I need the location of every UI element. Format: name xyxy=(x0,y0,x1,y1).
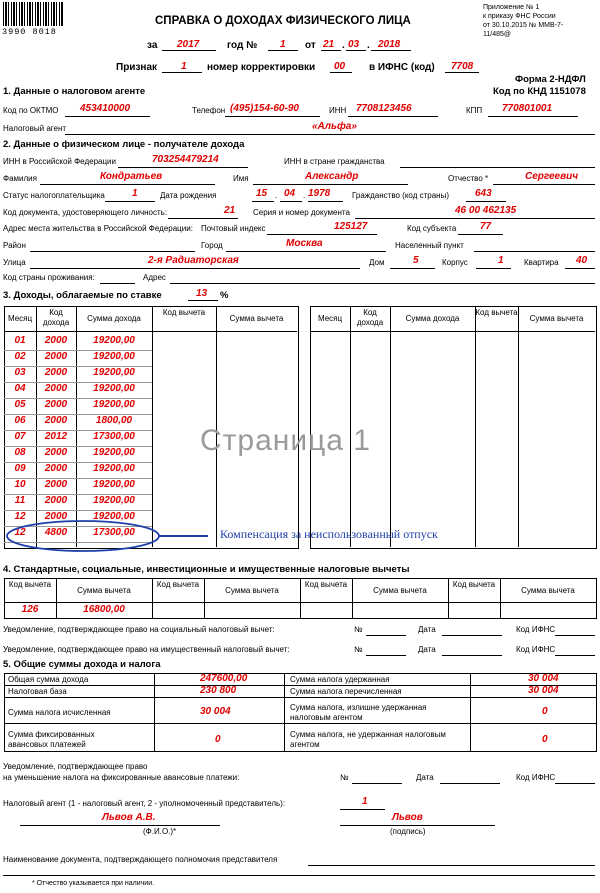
fio-value: Львов А.В. xyxy=(102,812,156,823)
notheld-label: Сумма налога, не удержанная налоговым агентом xyxy=(290,730,446,749)
fixed-notice-line2: на уменьшение налога на фиксированные авансовые платежи: xyxy=(3,773,240,782)
region-code-value: 77 xyxy=(480,221,492,232)
tax-calc-label: Сумма налога исчисленная xyxy=(8,708,111,717)
deductions-col-divider xyxy=(500,578,501,618)
dob-label: Дата рождения xyxy=(160,191,217,200)
form-label: Форма 2-НДФЛ xyxy=(515,74,586,85)
section2-title: 2. Данные о физическом лице - получателе дохода xyxy=(3,139,245,150)
overheld-label: Сумма налога, излишне удержанная налоговым агентом xyxy=(290,703,427,722)
postal-value: 125127 xyxy=(334,221,368,232)
deduction-sum-header: Сумма вычета xyxy=(521,586,575,595)
income-amount-cell: 17300,00 xyxy=(93,431,135,442)
notheld-value: 0 xyxy=(542,734,548,745)
deductions-col-divider xyxy=(204,578,205,618)
address-label2: Адрес xyxy=(143,273,166,282)
section5-title: 5. Общие суммы дохода и налога xyxy=(3,659,161,670)
deduction-code-header: Код вычета xyxy=(304,580,348,589)
section3-title: 3. Доходы, облагаемые по ставке xyxy=(3,290,162,301)
notice-social-ifns: Код ИФНС xyxy=(516,625,556,634)
income-month-cell: 04 xyxy=(14,383,26,394)
tax-calc-value: 30 004 xyxy=(200,706,231,717)
income-amount-cell: 19200,00 xyxy=(93,383,135,394)
rate-value: 13 xyxy=(196,288,208,299)
tax-paid-label: Сумма налога перечисленная xyxy=(290,687,402,696)
deductions-table xyxy=(4,578,596,618)
citizenship-label: Гражданство (код страны) xyxy=(352,191,449,200)
inn-rf-label: ИНН в Российской Федерации xyxy=(3,157,116,166)
date-day: 21 xyxy=(323,39,335,50)
income-month-cell: 06 xyxy=(14,415,26,426)
table-header-0: Месяц xyxy=(317,314,343,323)
income-code-cell: 2000 xyxy=(44,335,68,346)
annotation-line xyxy=(158,535,208,537)
income-amount-cell: 19200,00 xyxy=(93,495,135,506)
street-value: 2-я Радиаторская xyxy=(148,255,239,266)
annotation-text: Компенсация за неиспользованный отпуск xyxy=(220,527,438,541)
rate-unit: % xyxy=(220,290,229,301)
appendix-line3: от 30.10.2015 № ММВ-7- xyxy=(483,22,564,29)
income-code-cell: 2000 xyxy=(44,351,68,362)
deduction-sum-header: Сумма вычета xyxy=(373,586,427,595)
flat-label: Квартира xyxy=(524,258,559,267)
street-label: Улица xyxy=(3,258,26,267)
income-amount-cell: 19200,00 xyxy=(93,511,135,522)
ifns-value: 7708 xyxy=(451,61,474,72)
income-code-cell: 2000 xyxy=(44,479,68,490)
kpp-label: КПП xyxy=(466,106,483,115)
income-code-cell: 2000 xyxy=(44,447,68,458)
district-label: Район xyxy=(3,241,26,250)
phone-value: (495)154-60-90 xyxy=(230,103,299,114)
doc-series-value: 46 00 462135 xyxy=(455,205,517,216)
fixed-label: Сумма фиксированных авансовых платежей xyxy=(8,730,95,749)
appendix-line2: к приказу ФНС России xyxy=(483,13,556,20)
agent-type-label: Налоговый агент (1 - налоговый агент, 2 - уполномоченный представитель): xyxy=(3,799,286,808)
barcode xyxy=(3,2,63,26)
table-col-divider xyxy=(390,306,391,547)
doc-name-label: Наименование документа, подтверждающего полномочия представителя xyxy=(3,855,278,864)
income-amount-cell: 19200,00 xyxy=(93,399,135,410)
year-value: 2017 xyxy=(177,39,200,50)
income-amount-cell: 19200,00 xyxy=(93,367,135,378)
building-label: Корпус xyxy=(442,258,468,267)
fixed-notice-no: № xyxy=(340,773,349,782)
status-label: Статус налогоплательщика xyxy=(3,191,105,200)
notice-social-date: Дата xyxy=(418,625,436,634)
number-value: 1 xyxy=(280,39,286,50)
dob-dot: . xyxy=(275,191,278,200)
income-code-cell: 2000 xyxy=(44,399,68,410)
status-value: 1 xyxy=(132,188,138,199)
deduction-code-header: Код вычета xyxy=(8,580,52,589)
income-amount-cell: 19200,00 xyxy=(93,479,135,490)
income-month-cell: 11 xyxy=(14,495,26,506)
phone-label: Телефон xyxy=(192,106,226,115)
deductions-col-divider xyxy=(352,578,353,618)
oktmo-label: Код по ОКТМО xyxy=(3,106,59,115)
table-header-1: Код дохода xyxy=(42,308,70,327)
income-code-cell: 2000 xyxy=(44,495,68,506)
region-code-label: Код субъекта xyxy=(407,224,457,233)
income-code-cell: 2012 xyxy=(44,431,68,442)
table-header-2: Сумма дохода xyxy=(405,314,460,323)
table-header-4: Сумма вычета xyxy=(529,314,584,323)
fixed-value: 0 xyxy=(215,734,221,745)
doc-code-value: 21 xyxy=(224,205,236,216)
knd-label: Код по КНД 1151078 xyxy=(493,86,586,97)
appendix-line1: Приложение № 1 xyxy=(483,4,540,11)
deduction-sum-value: 16800,00 xyxy=(83,604,125,615)
signature-caption: (подпись) xyxy=(390,827,426,836)
settlement-label: Населенный пункт xyxy=(395,241,464,250)
section1-title: 1. Данные о налоговом агенте xyxy=(3,86,146,97)
house-value: 5 xyxy=(413,255,419,266)
inn-foreign-label: ИНН в стране гражданства xyxy=(284,157,385,166)
sign-value: 1 xyxy=(181,61,187,72)
address-label: Адрес места жительства в Российской Федерации: xyxy=(3,224,193,233)
total-income-value: 247600,00 xyxy=(200,673,248,684)
country-code-label: Код страны проживания: xyxy=(3,273,95,282)
highlight-ellipse xyxy=(3,518,163,554)
income-month-cell: 10 xyxy=(14,479,26,490)
notice-property-no: № xyxy=(354,645,363,654)
income-month-cell: 01 xyxy=(14,335,26,346)
table-col-divider xyxy=(152,306,153,547)
table-header-3: Код вычета xyxy=(162,308,206,317)
surname-value: Кондратьев xyxy=(100,171,163,182)
income-code-cell: 2000 xyxy=(44,415,68,426)
patronymic-label: Отчество * xyxy=(448,174,489,183)
fixed-notice-line1: Уведомление, подтверждающее право xyxy=(3,762,148,771)
kpp-value: 770801001 xyxy=(502,103,553,114)
notice-property-ifns: Код ИФНС xyxy=(516,645,556,654)
surname-label: Фамилия xyxy=(3,174,37,183)
appendix-line4: 11/485@ xyxy=(483,31,511,38)
corr-label: номер корректировки xyxy=(207,62,316,73)
deduction-sum-header: Сумма вычета xyxy=(225,586,279,595)
notice-social: Уведомление, подтверждающее право на социальный налоговый вычет: xyxy=(3,625,275,634)
dob-dot2: . xyxy=(303,191,306,200)
income-code-cell: 2000 xyxy=(44,367,68,378)
income-amount-cell: 17300,00 xyxy=(93,527,135,538)
patronymic-value: Сергеевич xyxy=(525,171,579,182)
section4-title: 4. Стандартные, социальные, инвестиционные и имущественные налоговые вычеты xyxy=(3,564,410,575)
notice-property: Уведомление, подтверждающее право на имущественный налоговый вычет: xyxy=(3,645,290,654)
fixed-notice-date: Дата xyxy=(416,773,434,782)
date-dot2: . xyxy=(367,40,370,51)
signature-value: Львов xyxy=(392,812,423,823)
doc-series-label: Серия и номер документа xyxy=(253,208,350,217)
overheld-value: 0 xyxy=(542,706,548,717)
table-header-divider xyxy=(310,331,595,332)
income-month-cell: 12 xyxy=(14,511,26,522)
dob-year: 1978 xyxy=(308,188,331,199)
deduction-code-header: Код вычета xyxy=(452,580,496,589)
fio-caption: (Ф.И.О.)* xyxy=(143,827,177,836)
tax-withheld-label: Сумма налога удержанная xyxy=(290,675,390,684)
table-header-2: Сумма дохода xyxy=(87,314,141,323)
date-dot: . xyxy=(342,40,345,51)
inn-value: 7708123456 xyxy=(356,103,412,114)
income-code-cell: 2000 xyxy=(44,463,68,474)
name-value: Александр xyxy=(305,171,359,182)
building-value: 1 xyxy=(498,255,504,266)
tax-withheld-value: 30 004 xyxy=(528,673,559,684)
fixed-notice-ifns: Код ИФНС xyxy=(516,773,556,782)
income-month-cell: 08 xyxy=(14,447,26,458)
dob-month: 04 xyxy=(284,188,296,199)
income-code-cell: 2000 xyxy=(44,383,68,394)
income-amount-cell: 19200,00 xyxy=(93,335,135,346)
for-label: за xyxy=(147,40,158,51)
tax-base-value: 230 800 xyxy=(200,685,237,696)
deduction-code-value: 126 xyxy=(21,604,39,615)
postal-label: Почтовый индекс xyxy=(201,224,266,233)
income-code-cell: 2000 xyxy=(44,511,68,522)
from-label: от xyxy=(305,40,316,51)
agent-type-value: 1 xyxy=(362,796,368,807)
income-month-cell: 02 xyxy=(14,351,26,362)
corr-value: 00 xyxy=(334,61,346,72)
deduction-sum-header: Сумма вычета xyxy=(77,586,131,595)
city-value: Москва xyxy=(286,238,323,249)
document-title: СПРАВКА О ДОХОДАХ ФИЗИЧЕСКОГО ЛИЦА xyxy=(155,15,411,27)
tax-base-label: Налоговая база xyxy=(8,687,67,696)
table-header-4: Сумма вычета xyxy=(229,314,284,323)
name-label: Имя xyxy=(233,174,249,183)
sign-label: Признак xyxy=(116,62,158,73)
highlight-ellipse-shape xyxy=(7,521,159,551)
deduction-code-header: Код вычета xyxy=(156,580,200,589)
oktmo-value: 453410000 xyxy=(80,103,131,114)
income-month-cell: 05 xyxy=(14,399,26,410)
income-amount-cell: 19200,00 xyxy=(93,447,135,458)
income-code-cell: 4800 xyxy=(44,527,68,538)
table-col-divider xyxy=(518,306,519,547)
doc-code-label: Код документа, удостоверяющего личность: xyxy=(3,208,168,217)
page-watermark: Страница 1 xyxy=(200,424,371,457)
barcode-number: 3990 8018 xyxy=(2,27,57,37)
date-year: 2018 xyxy=(378,39,401,50)
date-month: 03 xyxy=(348,39,360,50)
total-income-label: Общая сумма дохода xyxy=(8,675,89,684)
table-col-divider xyxy=(475,306,476,547)
city-label: Город xyxy=(201,241,223,250)
tax-paid-value: 30 004 xyxy=(528,685,559,696)
dob-day: 15 xyxy=(256,188,268,199)
table-header-3: Код вычета xyxy=(475,308,518,317)
income-amount-cell: 19200,00 xyxy=(93,463,135,474)
notice-property-date: Дата xyxy=(418,645,436,654)
inn-rf-value: 703254479214 xyxy=(152,154,219,165)
agent-value: «Альфа» xyxy=(312,121,357,132)
year-label: год № xyxy=(227,40,258,51)
house-label: Дом xyxy=(369,258,385,267)
inn-label: ИНН xyxy=(329,106,347,115)
agent-label: Налоговый агент xyxy=(3,124,67,133)
income-month-cell: 12 xyxy=(14,527,26,538)
footnote: * Отчество указывается при наличии. xyxy=(32,880,155,887)
table-header-divider xyxy=(4,331,297,332)
ifns-label: в ИФНС (код) xyxy=(369,62,435,73)
table-header-0: Месяц xyxy=(7,314,33,323)
table-header-1: Код дохода xyxy=(356,308,384,327)
income-amount-cell: 1800,00 xyxy=(95,415,133,426)
flat-value: 40 xyxy=(576,255,588,266)
citizenship-value: 643 xyxy=(475,188,492,199)
income-month-cell: 07 xyxy=(14,431,26,442)
income-amount-cell: 19200,00 xyxy=(93,351,135,362)
income-month-cell: 09 xyxy=(14,463,26,474)
notice-social-no: № xyxy=(354,625,363,634)
income-month-cell: 03 xyxy=(14,367,26,378)
